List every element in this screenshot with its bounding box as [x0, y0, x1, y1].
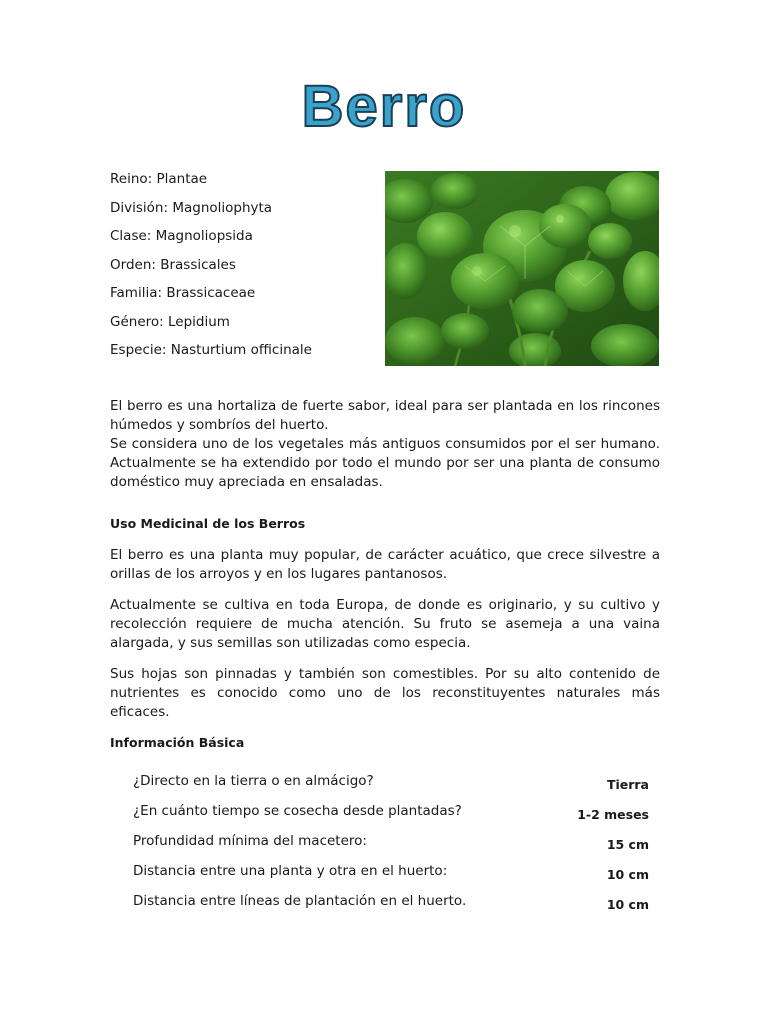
info-row [133, 772, 653, 802]
info-row [133, 892, 653, 922]
page-title: Berro [301, 74, 467, 139]
info-answer: 1-2 meses [577, 807, 649, 822]
info-table [133, 772, 653, 922]
info-answer: 10 cm [606, 897, 649, 912]
info-row [133, 862, 653, 892]
taxonomy-clase: Clase: Magnoliopsida [110, 228, 253, 244]
medicinal-heading: Uso Medicinal de los Berros [110, 516, 306, 531]
info-heading: Información Básica [110, 735, 245, 750]
info-answer: 10 cm [606, 867, 649, 882]
taxonomy-division: División: Magnoliophyta [110, 199, 273, 216]
info-question: ¿Directo en la tierra o en almácigo? [133, 773, 374, 789]
taxonomy-familia: Familia: Brassicaceae [110, 285, 256, 301]
taxonomy-orden: Orden: Brassicales [110, 256, 236, 273]
info-answer: 15 cm [606, 837, 649, 852]
info-question: Distancia entre líneas de plantación en el huerto. [133, 893, 467, 909]
info-question: Distancia entre una planta y otra en el huerto: [133, 863, 448, 879]
medicinal-text [110, 546, 660, 734]
intro-paragraph-2: Se considera uno de los vegetales más antiguos consumidos por el ser humano. Actualmente se ha extendido por todo el mundo por ser una planta de consumo doméstico muy apreciada en ensaladas. [110, 436, 660, 490]
info-answer: Tierra [606, 777, 649, 792]
info-row [133, 802, 653, 832]
taxonomy-list [110, 170, 370, 370]
medicinal-paragraph-2: Actualmente se cultiva en toda Europa, de donde es originario, y su cultivo y recolección requiere de mucha atención. Su fruto se asemeja a una vaina alargada, y sus semillas son utilizadas como especia. [110, 597, 660, 651]
info-question: ¿En cuánto tiempo se cosecha desde plantadas? [133, 803, 462, 819]
intro-text [110, 397, 660, 492]
taxonomy-genero: Género: Lepidium [110, 313, 230, 330]
taxonomy-especie: Especie: Nasturtium officinale [110, 342, 312, 358]
taxonomy-reino: Reino: Plantae [110, 171, 208, 187]
info-question: Profundidad mínima del macetero: [133, 833, 367, 849]
medicinal-paragraph-3: Sus hojas son pinnadas y también son comestibles. Por su alto contenido de nutrientes es conocido como uno de los reconstituyentes naturales más eficaces. [110, 666, 660, 720]
medicinal-paragraph-1: El berro es una planta muy popular, de carácter acuático, que crece silvestre a orillas de los arroyos y en los lugares pantanosos. [110, 547, 660, 582]
intro-paragraph-1: El berro es una hortaliza de fuerte sabor, ideal para ser plantada en los rincones húmedos y sombríos del huerto. [110, 398, 660, 433]
watercress-photo [385, 171, 659, 366]
info-row [133, 832, 653, 862]
